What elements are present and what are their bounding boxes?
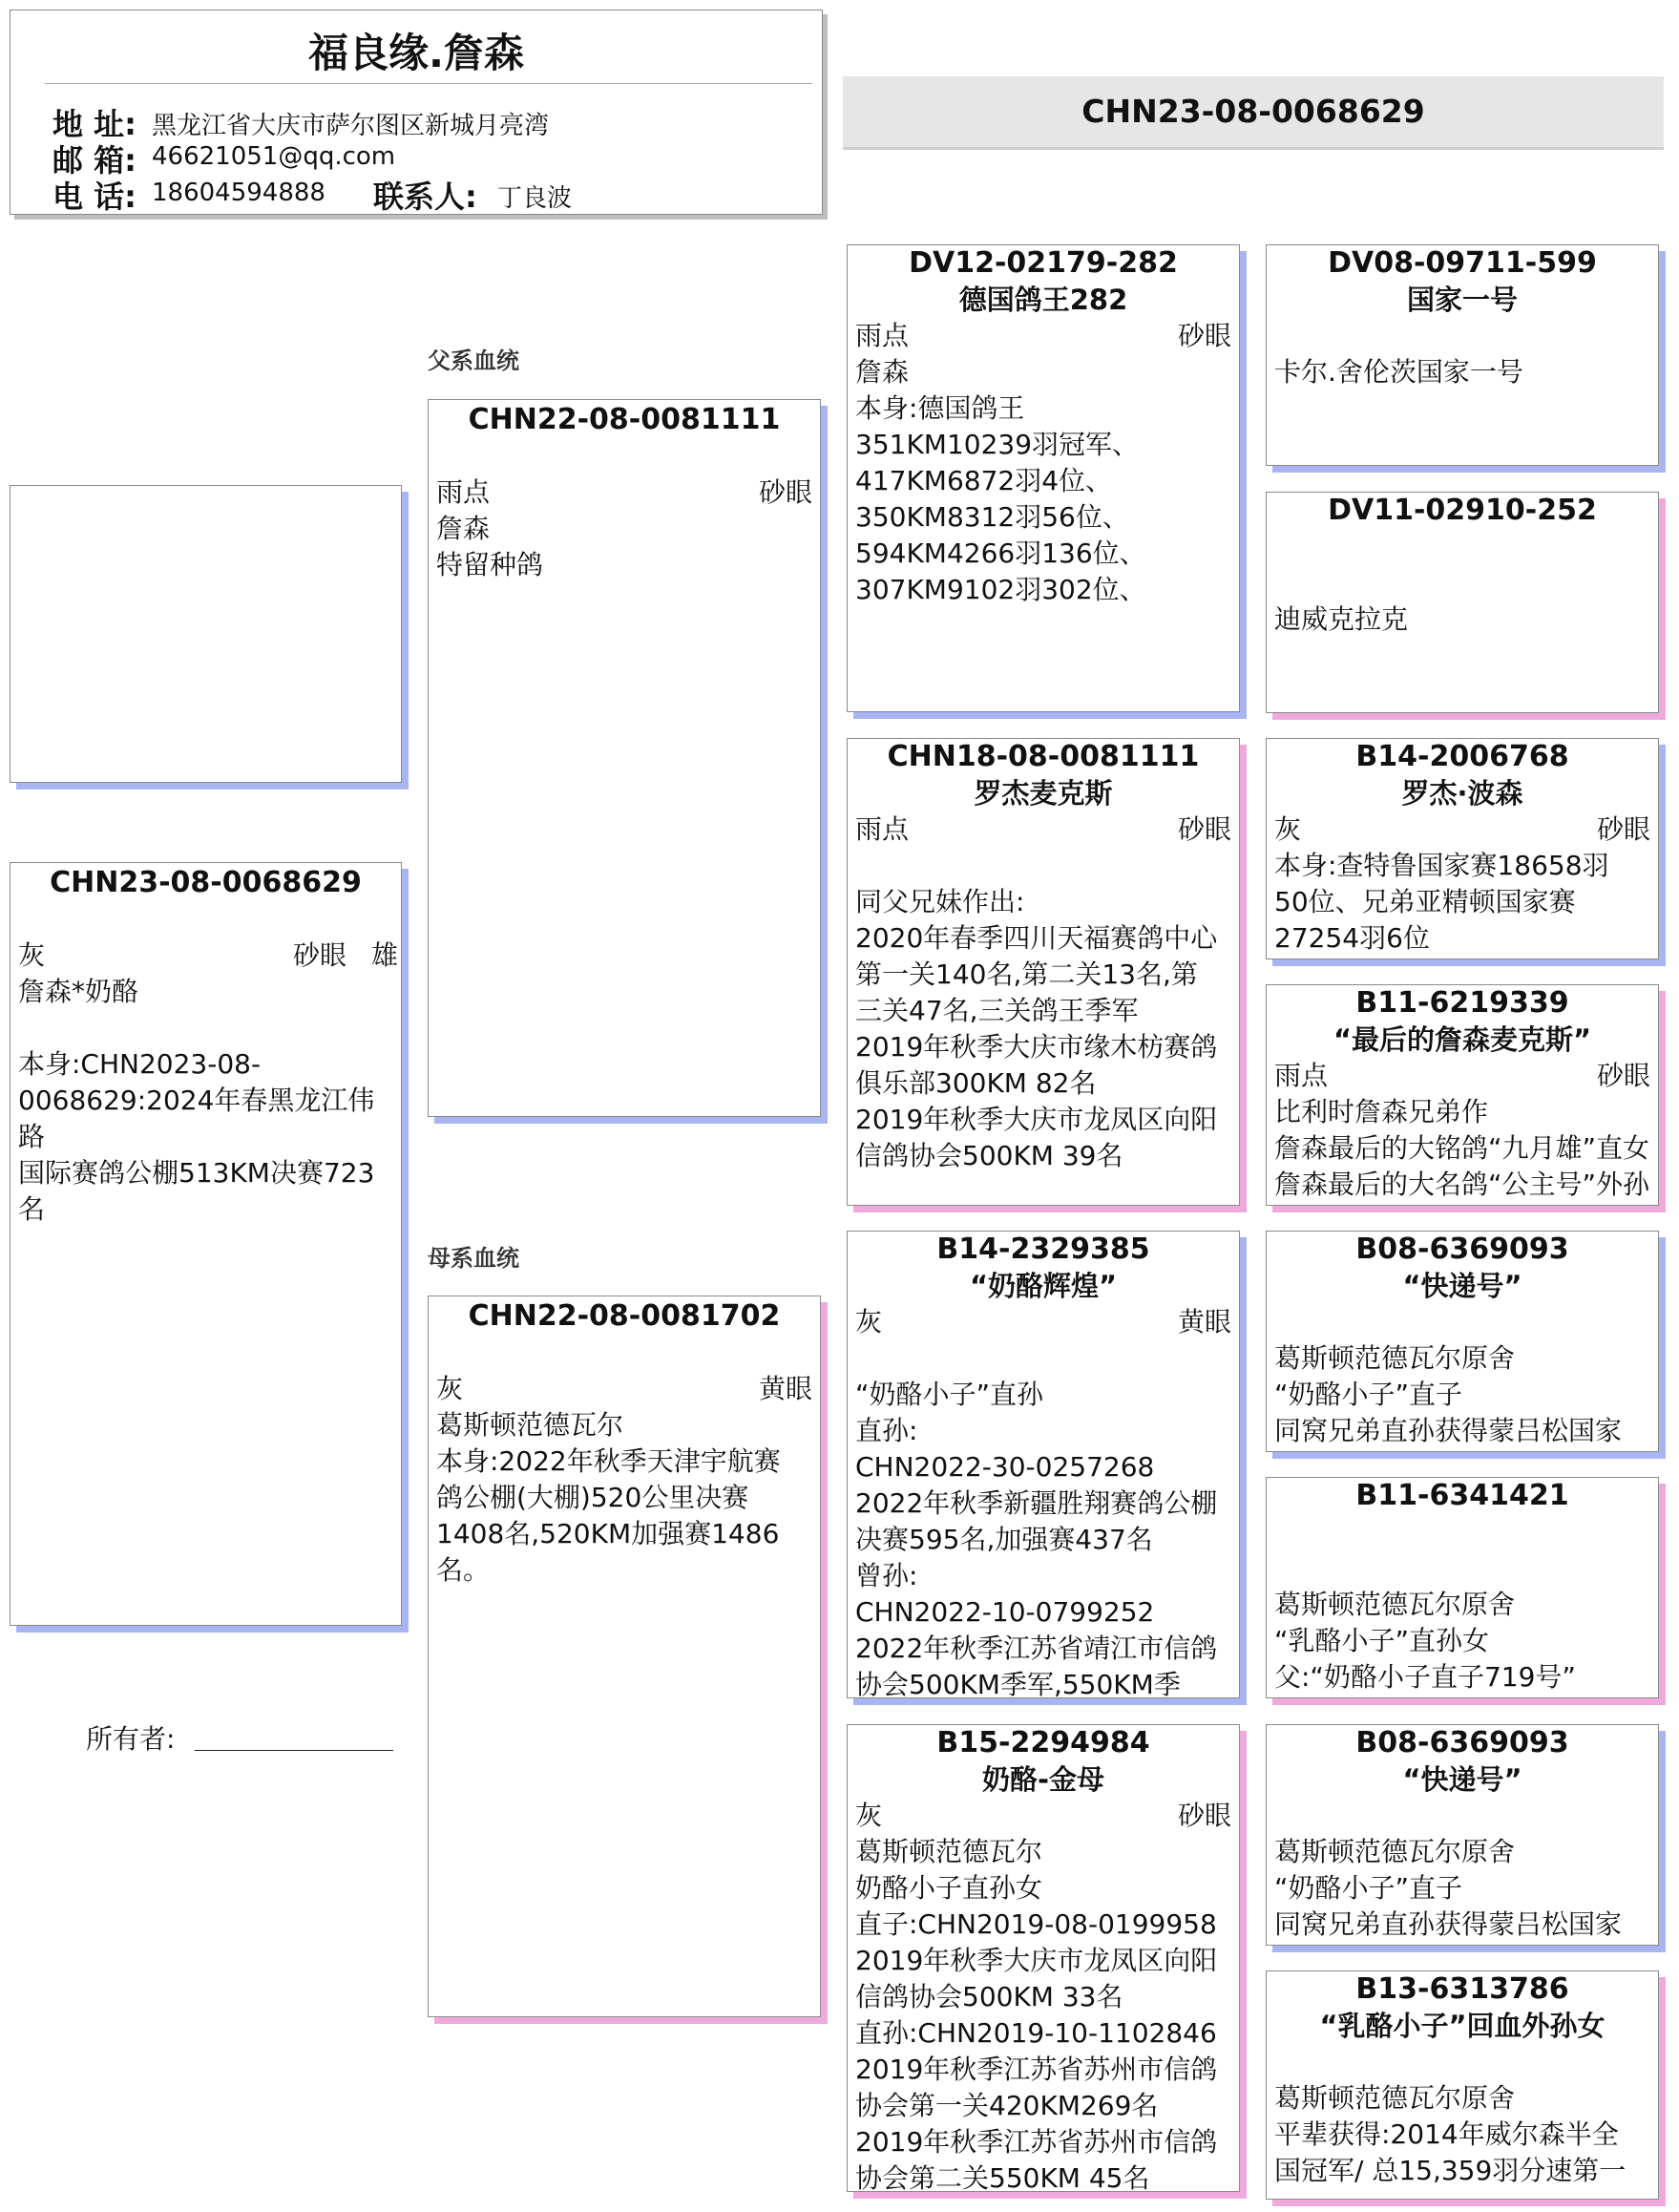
header-divider — [45, 83, 812, 84]
pigeon-photo — [10, 485, 402, 783]
great-grandparent-card — [1266, 1724, 1659, 1946]
great-grandparent-card — [1266, 492, 1659, 713]
great-grandparent-card — [1266, 1231, 1659, 1452]
sire-color: 雨点 — [436, 476, 491, 508]
main-ring-banner — [843, 76, 1664, 147]
pedigree-ring: B08-6369093 — [1355, 1726, 1569, 1759]
phone-value: 18604594888 — [152, 179, 325, 207]
subject-card — [10, 862, 402, 1626]
pedigree-notes: 同父兄妹作出: 2020年春季四川天福赛鸽中心 第一关140名,第二关13名,第 三关47名,三关鸽王季军 2019年秋季大庆市缘木枋赛鸽 俱乐部300KM 82名 2019年秋季大庆市龙凤区向阳 信鸽协会500KM 39名 — [855, 886, 1218, 1171]
pedigree-ring: B11-6219339 — [1355, 986, 1569, 1020]
pedigree-ring: B15-2294984 — [936, 1726, 1150, 1759]
pedigree-notes: 葛斯顿范德瓦尔原舍 “乳酪小子”直孙女 父:“奶酪小子直子719号” — [1274, 1589, 1576, 1693]
pedigree-eye: 黄眼 — [1177, 1306, 1231, 1338]
owner-label: 所有者: — [86, 1723, 176, 1755]
pedigree-ring: DV12-02179-282 — [909, 246, 1178, 280]
subject-strain: 詹森*奶酪 — [18, 976, 139, 1007]
contact-label: 联系人: — [373, 179, 477, 215]
owner-signature-line[interactable] — [195, 1750, 393, 1751]
pedigree-eye: 砂眼 — [1177, 813, 1231, 845]
pedigree-ring: CHN18-08-0081111 — [887, 740, 1200, 773]
address-value: 黑龙江省大庆市萨尔图区新城月亮湾 — [152, 112, 550, 140]
pedigree-ring: B14-2006768 — [1355, 740, 1569, 773]
pedigree-notes: 葛斯顿范德瓦尔 奶酪小子直孙女 直子:CHN2019-08-0199958 2019年秋季大庆市龙凤区向阳 信鸽协会500KM 33名 直孙:CHN2019-10-1102846 2019年秋季江苏省苏州市信鸽 协会第一关420KM269名 2019年秋季江苏省苏州市信鸽 协会第二关550KM 45名 — [855, 1836, 1218, 2192]
breeder-title: 福良缘.詹森 — [308, 30, 524, 76]
great-grandparent-card — [1266, 244, 1659, 466]
sire-notes: 詹森 特留种鸽 — [436, 513, 544, 580]
subject-notes: 本身:CHN2023-08- 0068629:2024年春黑龙江伟路 国际赛鸽公棚513KM决赛723 名 — [18, 1048, 375, 1225]
pedigree-eye: 砂眼 — [1177, 320, 1231, 351]
pedigree-ring: DV11-02910-252 — [1328, 494, 1597, 527]
pedigree-name: 罗杰·波森 — [1401, 777, 1523, 810]
pedigree-name — [1274, 1514, 1650, 1550]
pedigree-eye: 砂眼 — [1596, 813, 1650, 845]
pedigree-ring: B08-6369093 — [1355, 1232, 1569, 1266]
pedigree-name: “快递号” — [1402, 1763, 1522, 1796]
pedigree-color: 雨点 — [855, 813, 910, 845]
sire-card — [428, 399, 821, 1117]
pedigree-name: 德国鸽王282 — [958, 284, 1128, 316]
pedigree-color: 灰 — [855, 1306, 883, 1338]
pedigree-notes: 本身:查特鲁国家赛18658羽 50位、兄弟亚精顿国家赛 27254羽6位 — [1274, 850, 1609, 954]
email-value: 46621051@qq.com — [152, 142, 396, 171]
sire-section-label: 父系血统 — [428, 348, 519, 374]
pedigree-ring: B14-2329385 — [936, 1232, 1150, 1266]
email-label: 邮 箱: — [52, 142, 136, 179]
pedigree-notes: 詹森 本身:德国鸽王 351KM10239羽冠军、 417KM6872羽4位、 350KM8312羽56位、 594KM4266羽136位、 307KM9102羽302位、 — [855, 356, 1146, 605]
pedigree-color: 雨点 — [1274, 1060, 1329, 1091]
pedigree-color: 雨点 — [855, 320, 910, 351]
subject-color: 灰 — [18, 939, 46, 971]
sire-eye: 砂眼 — [758, 476, 812, 508]
contact-value: 丁良波 — [497, 184, 573, 213]
main-ring-number: CHN23-08-0068629 — [1081, 93, 1425, 130]
subject-sex: 雄 — [371, 939, 399, 971]
address-label: 地 址: — [52, 106, 136, 142]
dam-eye: 黄眼 — [758, 1373, 812, 1404]
subject-ring: CHN23-08-0068629 — [50, 866, 362, 899]
pedigree-notes: 葛斯顿范德瓦尔原舍 “奶酪小子”直子 同窝兄弟直孙获得蒙吕松国家 — [1274, 1342, 1623, 1446]
pedigree-color: 灰 — [855, 1800, 883, 1831]
dam-ring: CHN22-08-0081702 — [468, 1299, 781, 1333]
pedigree-name: 罗杰麦克斯 — [974, 777, 1113, 810]
pedigree-name: “奶酪辉煌” — [969, 1270, 1118, 1302]
great-grandparent-card — [1266, 738, 1659, 959]
pedigree-name: “乳酪小子”回血外孙女 — [1319, 2010, 1606, 2042]
dam-notes: 葛斯顿范德瓦尔 本身:2022年秋季天津宇航赛 鸽公棚(大棚)520公里决赛 1408名,520KM加强赛1486 名。 — [436, 1409, 781, 1586]
subject-eye: 砂眼 — [293, 939, 347, 971]
pedigree-ring: B11-6341421 — [1355, 1479, 1569, 1512]
pedigree-notes: 葛斯顿范德瓦尔原舍 平辈获得:2014年威尔森半全 国冠军/ 总15,359羽分速第一 — [1274, 2082, 1627, 2186]
grandparent-card — [847, 1724, 1240, 2192]
great-grandparent-card — [1266, 1970, 1659, 2200]
sire-ring: CHN22-08-0081111 — [468, 403, 781, 436]
great-grandparent-card — [1266, 984, 1659, 1206]
pedigree-notes: 迪威克拉克 — [1274, 603, 1409, 635]
pedigree-notes: “奶酪小子”直孙 直孙: CHN2022-30-0257268 2022年秋季新疆胜翔赛鸽公棚 决赛595名,加强赛437名 曾孙: CHN2022-10-0799252 2022年秋季江苏省靖江市信鸽 协会500KM季军,550KM季 — [855, 1379, 1218, 1698]
great-grandparent-card — [1266, 1477, 1659, 1698]
pedigree-name: “最后的詹森麦克斯” — [1333, 1023, 1592, 1056]
pedigree-name: 奶酪-金母 — [981, 1763, 1105, 1796]
pedigree-ring: B13-6313786 — [1355, 1972, 1569, 2006]
pedigree-ring: DV08-09711-599 — [1328, 246, 1597, 280]
pedigree-eye: 砂眼 — [1596, 1060, 1650, 1091]
pedigree-notes: 卡尔.舍伦茨国家一号 — [1274, 356, 1523, 388]
phone-label: 电 话: — [52, 179, 136, 215]
pedigree-notes: 葛斯顿范德瓦尔原舍 “奶酪小子”直子 同窝兄弟直孙获得蒙吕松国家 — [1274, 1836, 1623, 1940]
pedigree-name: “快递号” — [1402, 1270, 1522, 1302]
dam-section-label: 母系血统 — [428, 1245, 519, 1272]
grandparent-card — [847, 738, 1240, 1206]
pedigree-eye: 砂眼 — [1177, 1800, 1231, 1831]
pedigree-color: 灰 — [1274, 813, 1302, 845]
dam-color: 灰 — [436, 1373, 464, 1404]
pedigree-notes: 比利时詹森兄弟作 詹森最后的大铭鸽“九月雄”直女 詹森最后的大名鸽“公主号”外孙 — [1274, 1096, 1650, 1200]
grandparent-card — [847, 244, 1240, 712]
breeder-header — [10, 10, 823, 215]
pedigree-name: 国家一号 — [1406, 284, 1518, 316]
grandparent-card — [847, 1231, 1240, 1698]
dam-card — [428, 1296, 821, 2017]
pedigree-name — [1274, 529, 1650, 565]
